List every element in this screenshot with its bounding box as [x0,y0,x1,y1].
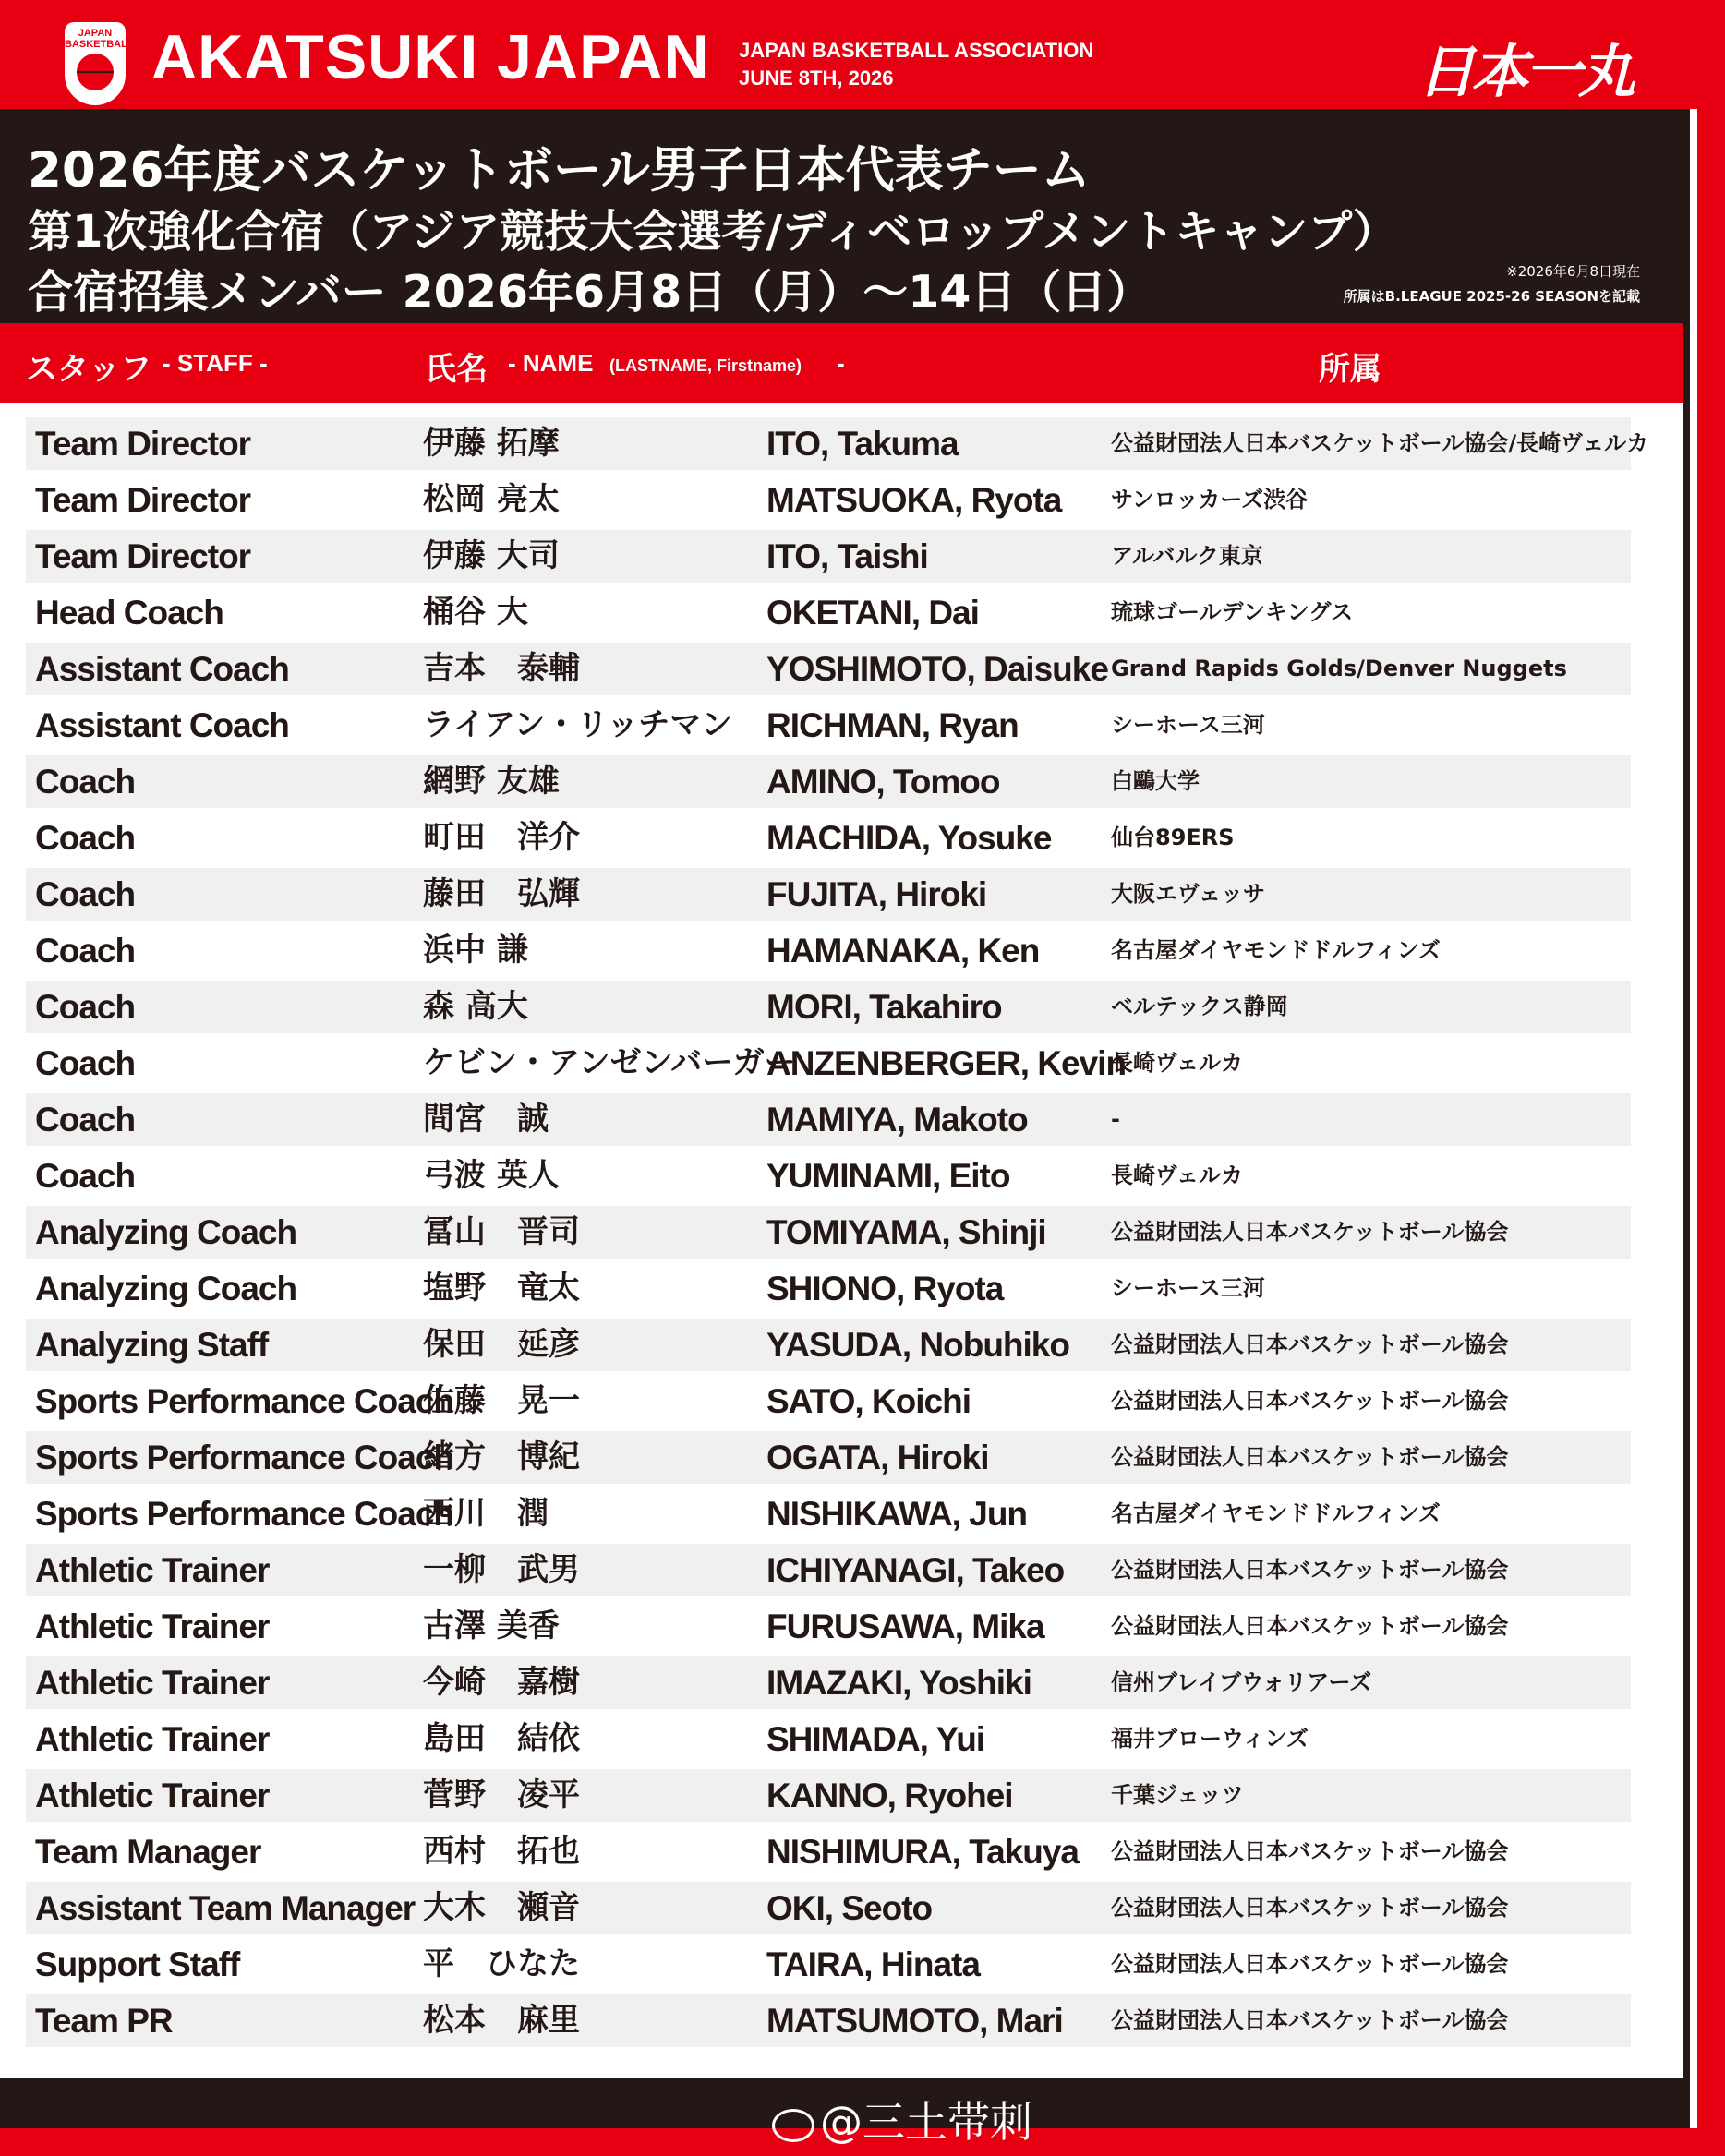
staff-affiliation: 公益財団法人日本バスケットボール協会 [1111,1444,1509,1470]
staff-affiliation: 名古屋ダイヤモンドドルフィンズ [1111,937,1441,963]
staff-role: Coach [35,819,136,857]
table-row [26,1206,1631,1259]
jba-logo [65,22,134,105]
header-name-en: - NAME [508,349,594,377]
staff-name-jp: 町田 洋介 [423,819,580,856]
affiliation-note: 所属はB.LEAGUE 2025-26 SEASONを記載 [1343,288,1640,305]
staff-affiliation: 公益財団法人日本バスケットボール協会 [1111,1895,1509,1921]
staff-affiliation: 公益財団法人日本バスケットボール協会 [1111,1219,1509,1245]
staff-role: Assistant Coach [35,706,289,744]
staff-name-en: MORI, Takahiro [766,988,1002,1026]
staff-role: Athletic Trainer [35,1664,270,1702]
staff-name-jp: 弓波 英人 [423,1157,560,1194]
staff-role: Athletic Trainer [35,1551,270,1589]
staff-name-en: RICHMAN, Ryan [766,706,1019,744]
staff-role: Coach [35,875,136,913]
table-row [26,1037,1631,1090]
staff-name-en: FUJITA, Hiroki [766,875,987,913]
as-of-note: ※2026年6月8日現在 [1506,263,1640,280]
staff-name-jp: 保田 延彦 [423,1326,580,1363]
table-header [0,323,1683,403]
header-name-format: (LASTNAME, Firstname) [609,356,802,375]
staff-affiliation: - [1111,1106,1120,1132]
staff-name-en: MATSUMOTO, Mari [766,2002,1063,2040]
staff-name-en: NISHIKAWA, Jun [766,1495,1028,1533]
association-name: JAPAN BASKETBALL ASSOCIATION [739,39,1094,62]
table-row [26,1825,1631,1878]
staff-affiliation: 公益財団法人日本バスケットボール協会 [1111,2007,1509,2033]
staff-name-en: TOMIYAMA, Shinji [766,1213,1046,1251]
staff-role: Team Director [35,481,251,519]
table-row [26,1600,1631,1653]
staff-name-jp: 間宮 誠 [423,1101,549,1138]
table-row [26,868,1631,921]
staff-affiliation: サンロッカーズ渋谷 [1111,487,1309,512]
header-staff-en: - STAFF - [163,349,268,377]
staff-affiliation: 白鷗大学 [1111,768,1200,794]
table-row [26,1375,1631,1427]
staff-name-jp: 吉本 泰輔 [423,650,580,687]
table-row [26,755,1631,808]
staff-role: Team PR [35,2002,173,2040]
staff-role: Coach [35,932,136,970]
staff-name-en: SATO, Koichi [766,1382,971,1420]
staff-affiliation: 公益財団法人日本バスケットボール協会 [1111,1613,1509,1639]
staff-affiliation: 公益財団法人日本バスケットボール協会/長崎ヴェルカ [1111,430,1649,456]
staff-name-jp: 平 ひなた [423,1945,580,1982]
staff-name-en: OKI, Seoto [766,1889,933,1927]
brand-title: AKATSUKI JAPAN [151,22,710,92]
staff-affiliation: 大阪エヴェッサ [1111,881,1266,907]
event-date: JUNE 8TH, 2026 [739,66,894,90]
staff-affiliation: Grand Rapids Golds/Denver Nuggets [1111,656,1567,681]
staff-role: Coach [35,763,136,801]
staff-role: Team Director [35,537,251,575]
staff-rows [26,417,1649,2051]
staff-role: Athletic Trainer [35,1777,270,1814]
staff-name-jp: 西村 拓也 [423,1833,580,1870]
table-row [26,1319,1631,1371]
staff-affiliation: 福井ブローウィンズ [1111,1726,1309,1752]
staff-role: Support Staff [35,1945,240,1983]
staff-role: Analyzing Coach [35,1213,297,1251]
table-row [26,643,1631,695]
staff-name-en: ANZENBERGER, Kevin [766,1044,1127,1082]
staff-name-jp: 佐藤 晃一 [423,1382,580,1419]
staff-role: Analyzing Staff [35,1326,269,1364]
table-row [26,1093,1631,1146]
staff-name-en: KANNO, Ryohei [766,1777,1013,1814]
staff-name-en: YOSHIMOTO, Daisuke [766,650,1108,688]
staff-affiliation: 信州ブレイブウォリアーズ [1111,1669,1372,1695]
table-row [26,1431,1631,1484]
staff-affiliation: 公益財団法人日本バスケットボール協会 [1111,1388,1509,1414]
staff-name-jp: 桶谷 大 [423,594,528,631]
staff-name-jp: 冨山 晋司 [423,1213,580,1250]
staff-role: Team Director [35,425,251,463]
staff-affiliation: ベルテックス静岡 [1111,994,1288,1019]
staff-name-en: SHIONO, Ryota [766,1270,1004,1307]
staff-name-jp: 松本 麻里 [423,2002,580,2039]
staff-name-jp: 網野 友雄 [423,763,560,800]
staff-name-en: OKETANI, Dai [766,594,979,632]
staff-name-jp: 伊藤 拓摩 [423,425,560,462]
basketball-icon [77,54,114,90]
header-bar [0,0,1725,109]
staff-affiliation: 長崎ヴェルカ [1111,1162,1244,1188]
header-name-end: - [837,349,845,377]
staff-affiliation: 公益財団法人日本バスケットボール協会 [1111,1331,1509,1357]
table-row [26,1150,1631,1202]
staff-name-en: SHIMADA, Yui [766,1720,985,1758]
header-affiliation: 所属 [1319,351,1381,388]
staff-name-jp: 西川 潤 [423,1495,549,1532]
table-row [26,981,1631,1033]
staff-name-jp: 伊藤 大司 [423,537,560,574]
table-row [26,1882,1631,1934]
staff-role: Athletic Trainer [35,1608,270,1645]
watermark [772,2089,1032,2150]
table-row [26,586,1631,639]
staff-role: Analyzing Coach [35,1270,297,1307]
staff-affiliation: 千葉ジェッツ [1111,1782,1244,1808]
weibo-icon [772,2109,814,2142]
staff-name-jp: 一柳 武男 [423,1551,580,1588]
staff-name-en: ITO, Takuma [766,425,959,463]
staff-name-jp: 古澤 美香 [423,1608,560,1644]
table-row [26,1713,1631,1765]
staff-name-jp: ケビン・アンゼンバーガー [423,1044,796,1081]
staff-role: Coach [35,988,136,1026]
staff-name-jp: 塩野 竜太 [423,1270,580,1307]
staff-name-en: IMAZAKI, Yoshiki [766,1664,1031,1702]
staff-name-en: OGATA, Hiroki [766,1439,989,1476]
staff-name-en: MACHIDA, Yosuke [766,819,1052,857]
table-row [26,1488,1631,1540]
staff-role: Assistant Team Manager [35,1889,416,1927]
table-row [26,1769,1631,1822]
table-row [26,812,1631,864]
staff-role: Coach [35,1157,136,1195]
staff-role: Coach [35,1101,136,1138]
staff-table [0,323,1683,2078]
staff-role: Sports Performance Coach [35,1495,454,1533]
camp-dates: 合宿招集メンバー 2026年6月8日（月）〜14日（日） [28,266,1152,319]
staff-name-jp: 藤田 弘輝 [423,875,580,912]
watermark-text: @三土带刺 [820,2097,1032,2147]
staff-role: Head Coach [35,594,223,632]
staff-name-jp: 今崎 嘉樹 [423,1664,580,1701]
staff-affiliation: 公益財団法人日本バスケットボール協会 [1111,1951,1509,1977]
staff-name-jp: 大木 瀬音 [423,1889,580,1926]
staff-name-en: TAIRA, Hinata [766,1945,980,1983]
staff-affiliation: アルバルク東京 [1111,543,1263,569]
staff-name-jp: 島田 結依 [423,1720,580,1757]
logo-text: JAPAN BASKETBALL [65,28,134,50]
table-row [26,1938,1631,1991]
table-row [26,1656,1631,1709]
header-name-jp: 氏名 [425,351,488,388]
staff-name-jp: 緒方 博紀 [423,1439,580,1475]
staff-role: Athletic Trainer [35,1720,270,1758]
staff-affiliation: 長崎ヴェルカ [1111,1050,1244,1076]
table-row [26,1994,1631,2047]
staff-role: Team Manager [35,1833,261,1871]
staff-role: Coach [35,1044,136,1082]
staff-role: Assistant Coach [35,650,289,688]
association-info [739,37,1093,92]
staff-role: Sports Performance Coach [35,1382,454,1420]
staff-name-en: FURUSAWA, Mika [766,1608,1044,1645]
page-title: 2026年度バスケットボール男子日本代表チーム [28,142,1091,199]
staff-name-en: ITO, Taishi [766,537,928,575]
staff-name-en: AMINO, Tomoo [766,763,1000,801]
staff-affiliation: 公益財団法人日本バスケットボール協会 [1111,1838,1509,1864]
staff-name-en: HAMANAKA, Ken [766,932,1040,970]
staff-name-jp: ライアン・リッチマン [423,706,733,743]
table-row [26,1262,1631,1315]
table-row [26,417,1649,470]
page-subtitle: 第1次強化合宿（アジア競技大会選考/ディベロップメントキャンプ） [28,206,1397,258]
red-frame-right [1697,109,1725,2156]
staff-affiliation: シーホース三河 [1111,712,1265,738]
header-staff-jp: スタッフ [26,351,151,388]
staff-name-en: YASUDA, Nobuhiko [766,1326,1069,1364]
staff-name-jp: 浜中 謙 [423,932,528,969]
staff-name-en: NISHIMURA, Takuya [766,1833,1079,1871]
staff-name-en: MAMIYA, Makoto [766,1101,1028,1138]
table-row [26,1544,1631,1596]
staff-name-jp: 森 高大 [423,988,528,1025]
staff-affiliation: 仙台89ERS [1111,825,1235,850]
table-row [26,924,1631,977]
motto-logo: 日本一丸 [1417,38,1633,105]
staff-role: Sports Performance Coach [35,1439,454,1476]
staff-name-en: YUMINAMI, Eito [766,1157,1010,1195]
staff-affiliation: シーホース三河 [1111,1275,1265,1301]
table-row [26,699,1631,752]
staff-name-en: MATSUOKA, Ryota [766,481,1062,519]
staff-name-jp: 菅野 凌平 [423,1777,580,1813]
staff-name-en: ICHIYANAGI, Takeo [766,1551,1065,1589]
staff-affiliation: 琉球ゴールデンキングス [1111,599,1354,625]
staff-name-jp: 松岡 亮太 [423,481,560,518]
staff-affiliation: 公益財団法人日本バスケットボール協会 [1111,1557,1509,1583]
table-row [26,530,1631,583]
staff-affiliation: 名古屋ダイヤモンドドルフィンズ [1111,1500,1441,1526]
table-row [26,474,1631,526]
